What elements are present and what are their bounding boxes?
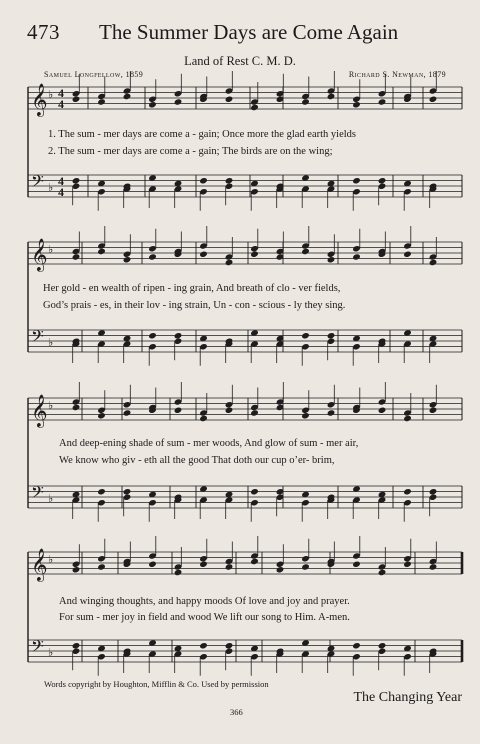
bass-clef: 𝄢	[31, 326, 44, 350]
system-2-verse-1: Her gold - en wealth of ripen - ing grain, And breath of clo - ver fields,	[43, 283, 341, 294]
note-head	[301, 332, 310, 339]
note-head	[123, 93, 132, 100]
note-head	[378, 569, 387, 576]
note-head	[429, 488, 438, 495]
system-1-verse-1: 1. The sum - mer days are come a - gain; Once more the glad earth yields	[48, 129, 356, 140]
note-head	[199, 642, 208, 649]
note-head	[72, 404, 81, 411]
note-head	[97, 412, 106, 419]
note-head	[378, 177, 387, 184]
note-head	[148, 561, 157, 568]
note-head	[250, 251, 259, 258]
note-head	[199, 561, 208, 568]
tune-name-meter: Land of Rest C. M. D.	[184, 54, 296, 68]
hymn-title: The Summer Days are Come Again	[99, 20, 399, 44]
note-head	[327, 93, 336, 100]
note-head	[199, 415, 208, 422]
key-signature-flat: ♭	[48, 493, 54, 505]
system-1-verse-2: 2. The sum - mer days are come a - gain; The birds are on the wing;	[48, 146, 333, 157]
treble-clef: 𝄞	[31, 394, 48, 427]
note-head	[327, 409, 336, 416]
note-head	[199, 251, 208, 258]
note-head	[327, 332, 336, 339]
note-head	[352, 642, 361, 649]
note-head	[148, 253, 157, 260]
note-head	[429, 259, 438, 266]
note-head	[403, 488, 412, 495]
note-head	[225, 177, 234, 184]
note-head	[301, 563, 310, 570]
system-3-verse-1: And deep-ening shade of sum - mer woods, And glow of sum - mer air,	[59, 438, 359, 449]
copyright-notice: Words copyright by Houghton, Mifflin & Co. Used by permission	[44, 679, 269, 689]
note-head	[250, 488, 259, 495]
note-head	[225, 259, 234, 266]
note-head	[174, 407, 183, 414]
key-signature-flat: ♭	[48, 89, 54, 101]
note-head	[250, 558, 259, 565]
note-head	[225, 407, 234, 414]
note-head	[97, 488, 106, 495]
note-head	[378, 642, 387, 649]
system-3-verse-2: We know who giv - eth all the good That doth our cup o’er- brim,	[59, 455, 335, 466]
note-head	[352, 253, 361, 260]
note-head	[403, 415, 412, 422]
note-head	[174, 332, 183, 339]
key-signature-flat: ♭	[48, 647, 54, 659]
note-head	[352, 561, 361, 568]
page-number: 366	[230, 707, 243, 717]
treble-clef: 𝄞	[31, 238, 48, 271]
bass-clef: 𝄢	[31, 636, 44, 660]
note-head	[378, 98, 387, 105]
time-signature: 4	[58, 185, 64, 199]
system-4-verse-1: And winging thoughts, and happy moods Of love and joy and prayer.	[59, 596, 350, 607]
note-head	[225, 96, 234, 103]
treble-clef: 𝄞	[31, 83, 48, 116]
note-head	[72, 642, 81, 649]
note-head	[225, 563, 234, 570]
note-head	[429, 563, 438, 570]
note-head	[301, 248, 310, 255]
note-head	[327, 256, 336, 263]
lyricist-credit: Samuel Longfellow, 1859	[44, 70, 144, 79]
note-head	[123, 256, 132, 263]
bass-clef: 𝄢	[31, 482, 44, 506]
note-head	[301, 412, 310, 419]
note-head	[148, 101, 157, 108]
note-head	[123, 409, 132, 416]
note-head	[148, 332, 157, 339]
note-head	[72, 253, 81, 260]
note-head	[250, 409, 259, 416]
note-head	[97, 248, 106, 255]
note-head	[174, 569, 183, 576]
time-signature: 4	[58, 97, 64, 111]
composer-credit: Richard S. Newman, 1879	[348, 70, 446, 79]
note-head	[199, 177, 208, 184]
time-signature: 4	[58, 86, 64, 100]
note-head	[72, 96, 81, 103]
note-head	[276, 566, 285, 573]
note-head	[429, 407, 438, 414]
key-signature-flat: ♭	[48, 400, 54, 412]
time-signature: 4	[58, 174, 64, 188]
note-head	[403, 251, 412, 258]
note-head	[123, 488, 132, 495]
hymn-number: 473	[27, 20, 60, 44]
note-head	[174, 98, 183, 105]
note-head	[301, 98, 310, 105]
note-head	[429, 96, 438, 103]
note-head	[378, 407, 387, 414]
note-head	[250, 104, 259, 111]
system-4-verse-2: For sum - mer joy in field and wood We lift our song to Him. A-men.	[59, 612, 350, 623]
book-section-title: The Changing Year	[353, 690, 462, 705]
note-head	[97, 563, 106, 570]
note-head	[352, 101, 361, 108]
system-2-verse-2: God’s prais - es, in their lov - ing strain, Un - con - scious - ly they sing.	[43, 300, 346, 311]
bass-clef: 𝄢	[31, 171, 44, 195]
note-head	[97, 98, 106, 105]
note-head	[72, 177, 81, 184]
key-signature-flat: ♭	[48, 337, 54, 349]
key-signature-flat: ♭	[48, 182, 54, 194]
note-head	[352, 177, 361, 184]
key-signature-flat: ♭	[48, 554, 54, 566]
note-head	[225, 642, 234, 649]
note-head	[72, 566, 81, 573]
note-head	[403, 561, 412, 568]
treble-clef: 𝄞	[31, 548, 48, 581]
key-signature-flat: ♭	[48, 244, 54, 256]
